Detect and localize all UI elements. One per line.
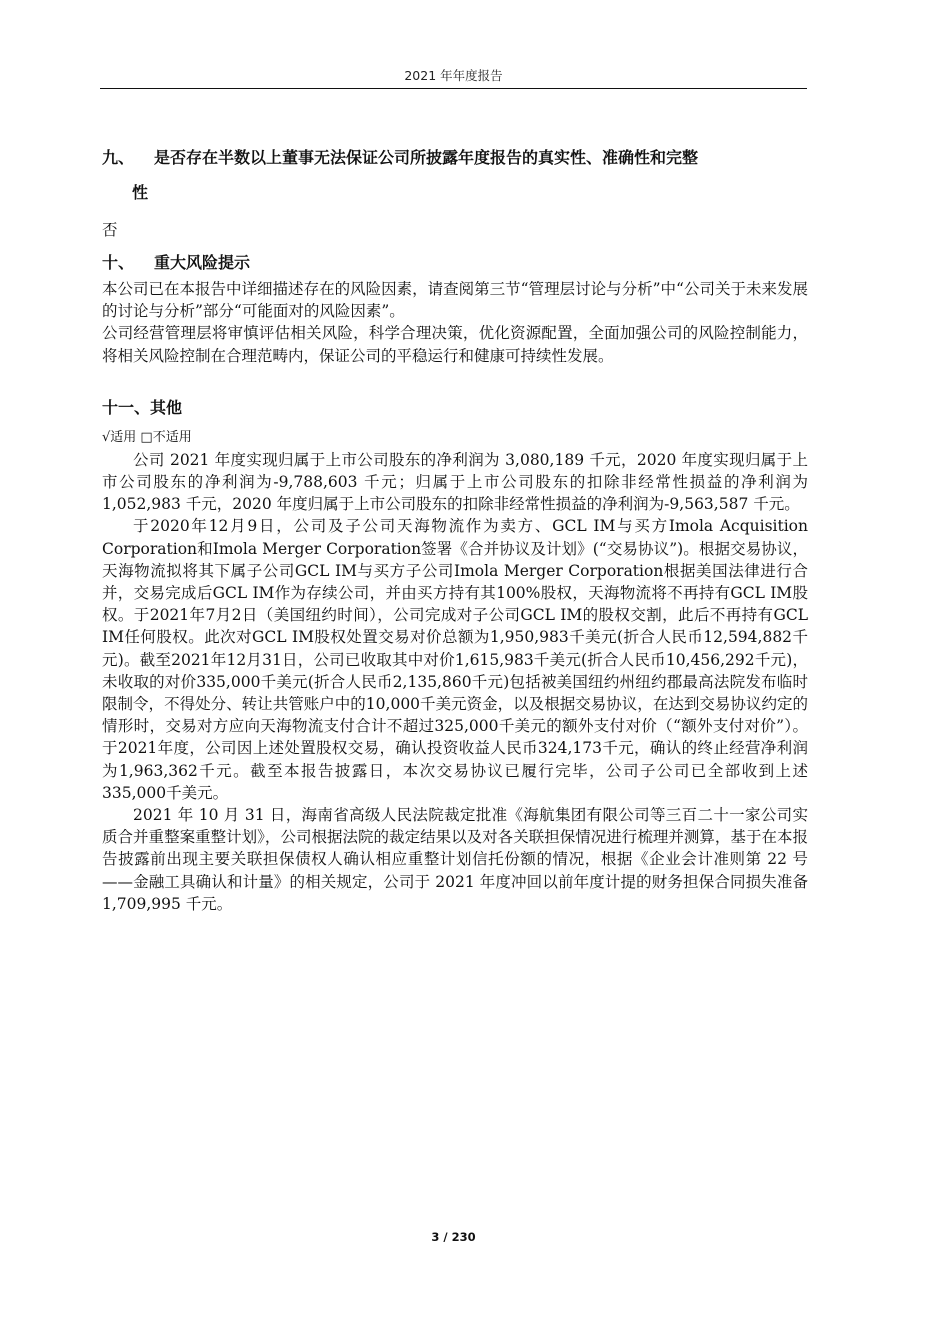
header-divider (100, 88, 807, 89)
section-10-paragraph-2: 公司经营管理层将审慎评估相关风险，科学合理决策，优化资源配置，全面加强公司的风险控制能力，将相关风险控制在合理范畴内，保证公司的平稳运行和健康可持续性发展。 (102, 324, 808, 365)
section-9-title-line2: 性 (132, 183, 149, 202)
section-9-title-line1: 是否存在半数以上董事无法保证公司所披露年度报告的真实性、准确性和完整 (154, 148, 699, 167)
page-number: 3 / 230 (431, 1230, 476, 1244)
applicable-checkbox-line: √适用 □不适用 (102, 429, 192, 445)
section-11-paragraph-2: 于2020年12月9日，公司及子公司天海物流作为卖方、GCL IM与买方Imola Acquisition Corporation和Imola Merger Corporation签署《合并协议及计划》(“交易协议”)。根据交易协议，天海物流拟将其下属子公司GCL IM与买方子公司Imola Merger Corporation根据美国法律进行合并，交易完成后GCL IM作为存续公司，并由买方持有其100%股权，天海物流将不再持有GCL IM股权。于2021年7月2日（美国纽约时间），公司完成对子公司GCL IM的股权交割，此后不再持有GCL IM任何股权。此次对GCL IM股权处置交易对价总额为1,950,983千美元(折合人民币12,594,882千元)。截至2021年12月31日，公司已收取其中对价1,615,983千美元(折合人民币10,456,292千元)，未收取的对价335,000千美元(折合人民币2,135,860千元)包括被美国纽约州纽约郡最高法院发布临时限制令，不得处分、转让共管账户中的10,000千美元资金，以及根据交易协议，在达到交易协议约定的情形时，交易对方应向天海物流支付合计不超过325,000千美元的额外支付对价（“额外支付对价”）。于2021年度，公司因上述处置股权交易，确认投资收益人民币324,173千元，确认的终止经营净利润为1,963,362千元。截至本报告披露日，本次交易协议已履行完毕，公司子公司已全部收到上述335,000千美元。 (102, 517, 808, 802)
section-10-number: 十、 (102, 253, 135, 272)
section-9-answer: 否 (102, 221, 118, 239)
section-11-paragraph-3: 2021 年 10 月 31 日，海南省高级人民法院裁定批准《海航集团有限公司等三百二十一家公司实质合并重整案重整计划》，公司根据法院的裁定结果以及对各关联担保情况进行梳理并测算，基于在本报告披露前出现主要关联担保债权人确认相应重整计划信托份额的情况，根据《企业会计准则第 22 号——金融工具确认和计量》的相关规定，公司于 2021 年度冲回以前年度计提的财务担保合同损失准备 1,709,995 千元。 (102, 806, 808, 913)
section-9-number: 九、 (102, 148, 135, 167)
section-10-title: 重大风险提示 (154, 253, 251, 272)
page-header: 2021 年年度报告 (404, 68, 503, 83)
section-11-paragraph-1: 公司 2021 年度实现归属于上市公司股东的净利润为 3,080,189 千元，2020 年度实现归属于上市公司股东的净利润为-9,788,603 千元；归属于上市公司股东的扣除非经常性损益的净利润为 1,052,983 千元，2020 年度归属于上市公司股东的扣除非经常性损益的净利润为-9,563,587 千元。 (102, 450, 808, 514)
page-content (102, 140, 808, 915)
section-10-paragraph-1: 本公司已在本报告中详细描述存在的风险因素，请查阅第三节“管理层讨论与分析”中“公司关于未来发展的讨论与分析”部分“可能面对的风险因素”。 (102, 280, 808, 321)
section-10-heading (102, 248, 808, 278)
section-11-heading: 十一、其他 (102, 397, 183, 417)
section-9-heading (102, 140, 808, 176)
